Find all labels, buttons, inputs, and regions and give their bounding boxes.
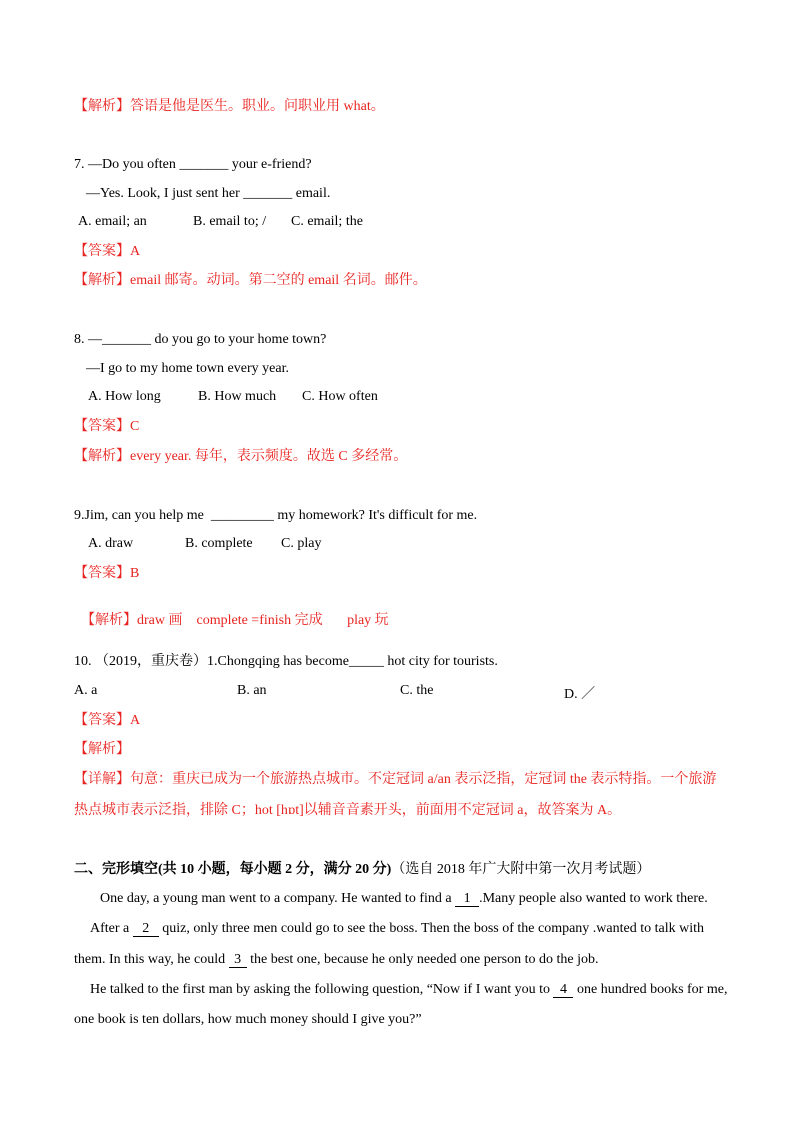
blank-1: 1	[455, 892, 479, 907]
analysis-tag: 【解析】	[74, 449, 130, 464]
detail-text-1: 句意：重庆已成为一个旅游热点城市。不定冠词 a/an 表示泛指，定冠词 the 表示特指。一个旅游	[130, 772, 717, 787]
section-title: 二、完形填空(共 10 小题，每小题 2 分，满分 20 分)	[74, 862, 392, 877]
q8-option-b: B. How much	[198, 389, 277, 404]
q7-option-a: A. email; an	[78, 214, 147, 229]
blank-3: 3	[229, 953, 247, 968]
blank-4: 4	[553, 983, 573, 998]
answer-tag: 【答案】	[74, 419, 130, 434]
passage-line-2	[90, 920, 704, 938]
q9-question: 9.Jim, can you help me _________ my homework? It's difficult for me.	[74, 508, 478, 523]
analysis-text: every year. 每年，表示频度。故选 C 多经常。	[130, 449, 408, 464]
q8-question: 8. —_______ do you go to your home town?	[74, 332, 327, 347]
section2-heading	[74, 861, 650, 879]
detail-tag: 【详解】	[74, 772, 130, 787]
passage-line-4	[90, 981, 727, 999]
q10-option-b: B. an	[237, 683, 267, 698]
answer-value: B	[130, 566, 140, 581]
answer-value: C	[130, 419, 140, 434]
answer-tag: 【答案】	[74, 713, 130, 728]
q7-option-b: B. email to; /	[193, 214, 267, 229]
passage-line-3	[74, 951, 598, 969]
q10-answer	[74, 712, 140, 730]
q7-response: —Yes. Look, I just sent her _______ email.	[86, 186, 331, 201]
analysis-text: draw 画 complete =finish 完成 play 玩	[137, 613, 389, 628]
q10-analysis-tag: 【解析】	[74, 742, 130, 757]
q8-answer	[74, 418, 139, 436]
q10-detail	[74, 771, 716, 789]
q10-option-a: A. a	[74, 683, 98, 698]
q7-option-c: C. email; the	[291, 214, 363, 229]
q7-answer	[74, 243, 140, 261]
q10-option-c: C. the	[400, 683, 434, 698]
q9-option-a: A. draw	[88, 536, 134, 551]
q6-analysis	[74, 98, 385, 116]
passage-text: He talked to the first man by asking the following question, “Now if I want you to	[90, 982, 554, 997]
q9-answer	[74, 565, 139, 583]
analysis-tag: 【解析】	[74, 99, 130, 114]
answer-tag: 【答案】	[74, 244, 130, 259]
q9-option-b: B. complete	[185, 536, 253, 551]
q8-analysis	[74, 448, 407, 466]
q8-option-c: C. How often	[302, 389, 378, 404]
q8-option-a: A. How long	[88, 389, 161, 404]
q9-analysis	[74, 594, 389, 630]
passage-text: quiz, only three men could go to see the boss. Then the boss of the company .wanted to talk with	[158, 921, 705, 936]
q10-question: 10. （2019，重庆卷）1.Chongqing has become_____ hot city for tourists.	[74, 654, 498, 669]
q9-option-c: C. play	[281, 536, 322, 551]
q10-option-d: D. ／	[564, 687, 596, 702]
analysis-text: email 邮寄。动词。第二空的 email 名词。邮件。	[130, 273, 427, 288]
section-source: （选自 2018 年广大附中第一次月考试题）	[391, 862, 651, 877]
passage-line-1	[100, 890, 708, 908]
q7-analysis	[74, 272, 427, 290]
answer-value: A	[130, 713, 141, 728]
analysis-tag: 【解析】	[81, 613, 137, 628]
analysis-text: 答语是他是医生。职业。问职业用 what。	[130, 99, 385, 114]
passage-text: them. In this way, he could	[74, 952, 229, 967]
passage-line-5: one book is ten dollars, how much money should I give you?”	[74, 1012, 422, 1027]
passage-text: the best one, because he only needed one person to do the job.	[246, 952, 599, 967]
passage-text: .Many people also wanted to work there.	[479, 891, 708, 906]
blank-2: 2	[133, 922, 159, 937]
passage-text: one hundred books for me,	[573, 982, 728, 997]
answer-value: A	[130, 244, 141, 259]
q7-question: 7. —Do you often _______ your e-friend?	[74, 157, 312, 172]
analysis-tag: 【解析】	[74, 273, 130, 288]
passage-text: One day, a young man went to a company. He wanted to find a	[100, 891, 456, 906]
passage-text: After a	[90, 921, 133, 936]
q8-response: —I go to my home town every year.	[86, 361, 289, 376]
q10-detail-cont: 热点城市表示泛指，排除 C；hot [hɒt]以辅音音素开头，前面用不定冠词 a，故答案为 A。	[74, 803, 622, 818]
answer-tag: 【答案】	[74, 566, 130, 581]
